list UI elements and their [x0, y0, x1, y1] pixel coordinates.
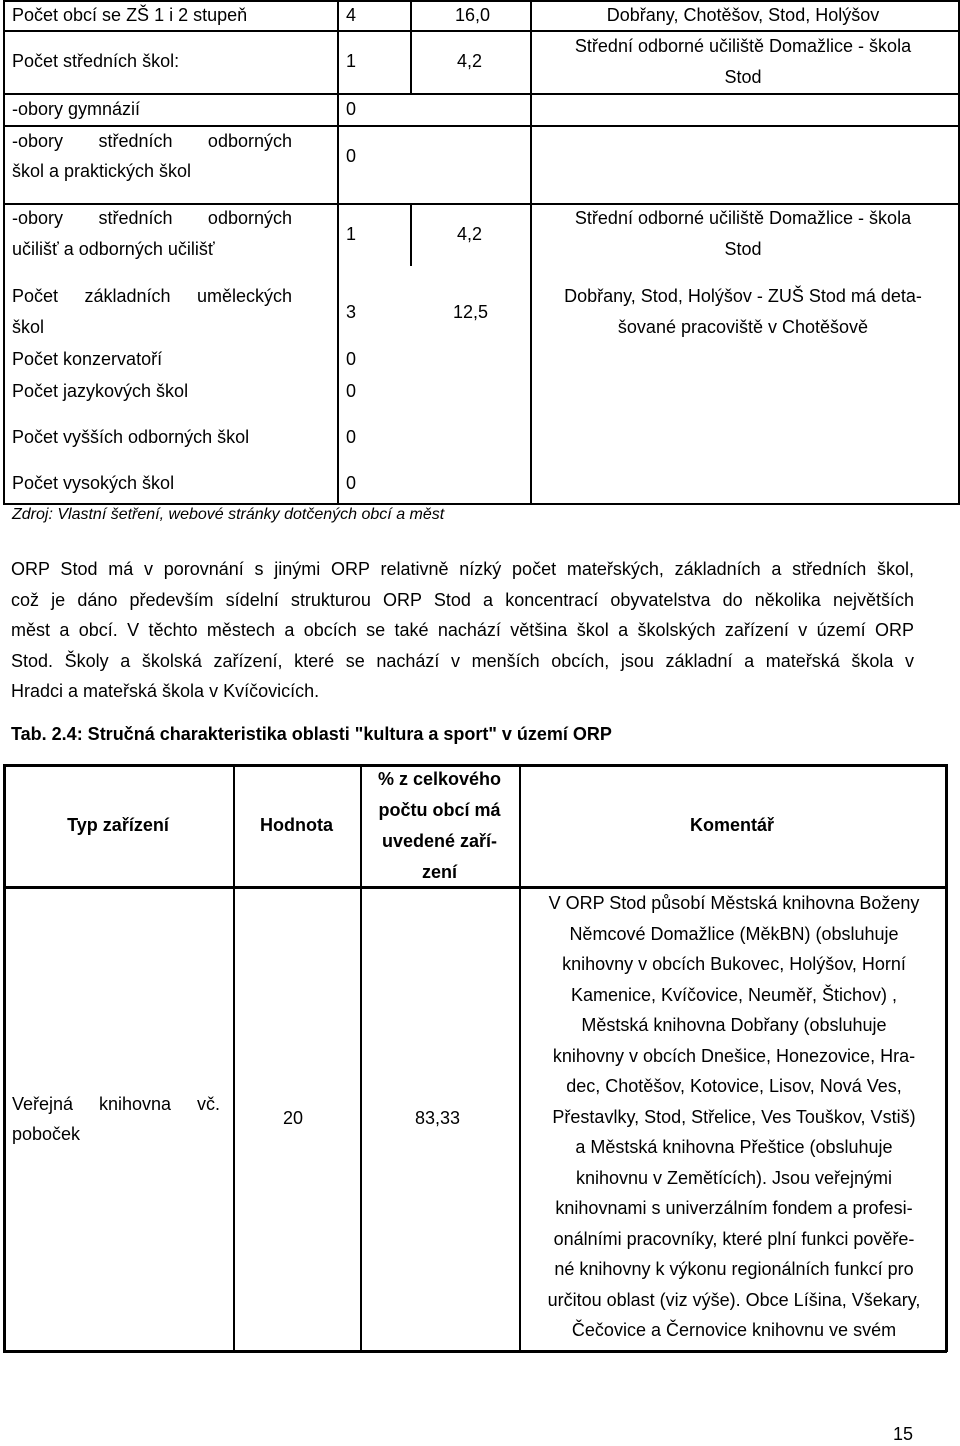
row-sos-label-line2: škol a praktických škol	[12, 161, 192, 181]
row-konz-count: 0	[346, 349, 357, 369]
comment-line: dec, Chotěšov, Kotovice, Lisov, Nová Ves,	[566, 1076, 902, 1096]
row-vs-label: Počet vysokých škol	[12, 473, 175, 493]
paragraph-line: Hradci a mateřská škola v Kvíčovicích.	[11, 681, 320, 701]
row-gym-count: 0	[346, 99, 357, 119]
row-sos-count: 0	[346, 146, 357, 166]
row-library-type-line1: Veřejná knihovna vč.	[12, 1094, 220, 1114]
row-ss-comment-line2: Stod	[724, 67, 762, 87]
header-percent-line1: % z celkového	[377, 769, 502, 789]
row-library-value: 20	[283, 1108, 304, 1128]
row-sou-comment-line2: Stod	[724, 239, 762, 259]
comment-line: určitou oblast (viz výše). Obce Líšina, Všekary,	[547, 1289, 921, 1310]
header-percent-line2: počtu obcí má	[378, 800, 501, 820]
comment-line: né knihovny k výkonu regionálních funkcí pro	[554, 1259, 914, 1279]
row-ss-count: 1	[346, 51, 357, 71]
table-caption: Tab. 2.4: Stručná charakteristika oblasti "kultura a sport" v území ORP	[11, 724, 612, 744]
row-sou-count: 1	[346, 224, 357, 244]
row-vos-count: 0	[346, 427, 357, 447]
row-zus-comment-line1: Dobřany, Stod, Holýšov - ZUŠ Stod má deta-	[564, 286, 922, 306]
page-number: 15	[893, 1424, 914, 1444]
row-zs-comment: Dobřany, Chotěšov, Stod, Holýšov	[606, 5, 880, 25]
header-type: Typ zařízení	[67, 815, 169, 835]
row-zus-label-line2: škol	[12, 317, 45, 337]
row-jaz-count: 0	[346, 381, 357, 401]
row-ss-label: Počet středních škol:	[12, 51, 180, 71]
row-zus-label-line1: Počet základních uměleckých	[12, 286, 292, 306]
header-percent-line3: uvedené zaří-	[381, 831, 498, 851]
row-library-comment	[526, 888, 942, 1346]
row-sou-label-line1: -obory středních odborných	[12, 208, 292, 228]
header-value: Hodnota	[260, 815, 333, 835]
comment-line: Přestavlky, Stod, Střelice, Ves Touškov, Vstiš)	[552, 1106, 916, 1127]
comment-line: knihovnu v Zemětících). Jsou veřejnými	[575, 1167, 893, 1188]
comment-line: Čečovice a Černovice knihovnu ve svém	[571, 1320, 897, 1340]
paragraph-line: Stod. Školy a školská zařízení, které se nachází v menších obcích, jsou základní a mateřská škola v	[11, 650, 914, 671]
comment-line: knihovnami s univerzálním fondem a profesi-	[555, 1198, 913, 1218]
comment-line: V ORP Stod působí Městská knihovna Boženy	[548, 893, 920, 913]
row-zus-comment-line2: šované pracoviště v Chotěšově	[617, 317, 869, 337]
row-sos-label-line1: -obory středních odborných	[12, 131, 292, 151]
paragraph-line: měst a obcí. V těchto městech a obcích se také nachází většina škol a školských zařízení v území ORP	[11, 620, 914, 640]
row-sou-label-line2: učilišť a odborných učilišť	[12, 239, 215, 259]
comment-line: onálními pracovníky, které plní funkci pověře-	[553, 1228, 915, 1249]
comment-line: a Městská knihovna Přeštice (obsluhuje	[575, 1137, 893, 1157]
comment-line: Němcové Domažlice (MěkBN) (obsluhuje	[569, 923, 899, 944]
row-vos-label: Počet vyšších odborných škol	[12, 427, 250, 447]
comment-line: Kamenice, Kvíčovice, Neuměř, Štichov) ,	[570, 984, 898, 1005]
paragraph-line: ORP Stod má v porovnání s jinými ORP relativně nízký počet mateřských, základních a středních škol,	[11, 559, 914, 579]
body-paragraph	[11, 554, 914, 707]
row-jaz-label: Počet jazykových škol	[12, 381, 189, 401]
row-zs-label: Počet obcí se ZŠ 1 i 2 stupeň	[12, 5, 248, 25]
table-source: Zdroj: Vlastní šetření, webové stránky dotčených obcí a měst	[12, 506, 445, 523]
row-zs-count: 4	[346, 5, 357, 25]
row-zus-count: 3	[346, 302, 357, 322]
row-konz-label: Počet konzervatoří	[12, 349, 163, 369]
comment-line: knihovny v obcích Bukovec, Holýšov, Horní	[562, 954, 906, 974]
row-library-type-line2: poboček	[12, 1124, 81, 1144]
header-percent-line4: zení	[421, 862, 457, 882]
row-vs-count: 0	[346, 473, 357, 493]
row-ss-percent: 4,2	[456, 51, 482, 71]
row-gym-label: -obory gymnázií	[12, 99, 141, 119]
row-library-percent: 83,33	[415, 1108, 461, 1128]
row-ss-comment-line1: Střední odborné učiliště Domažlice - škola	[574, 36, 912, 56]
comment-line: knihovny v obcích Dnešice, Honezovice, Hra-	[552, 1045, 916, 1066]
comment-line: Městská knihovna Dobřany (obsluhuje	[581, 1015, 887, 1035]
row-zus-percent: 12,5	[452, 302, 488, 322]
header-comment: Komentář	[689, 815, 774, 835]
row-sou-comment-line1: Střední odborné učiliště Domažlice - škola	[574, 208, 912, 228]
row-sou-percent: 4,2	[456, 224, 482, 244]
row-zs-percent: 16,0	[454, 5, 490, 25]
paragraph-line: což je dáno především sídelní strukturou ORP Stod a koncentrací obyvatelstva do několika největších	[11, 589, 914, 610]
